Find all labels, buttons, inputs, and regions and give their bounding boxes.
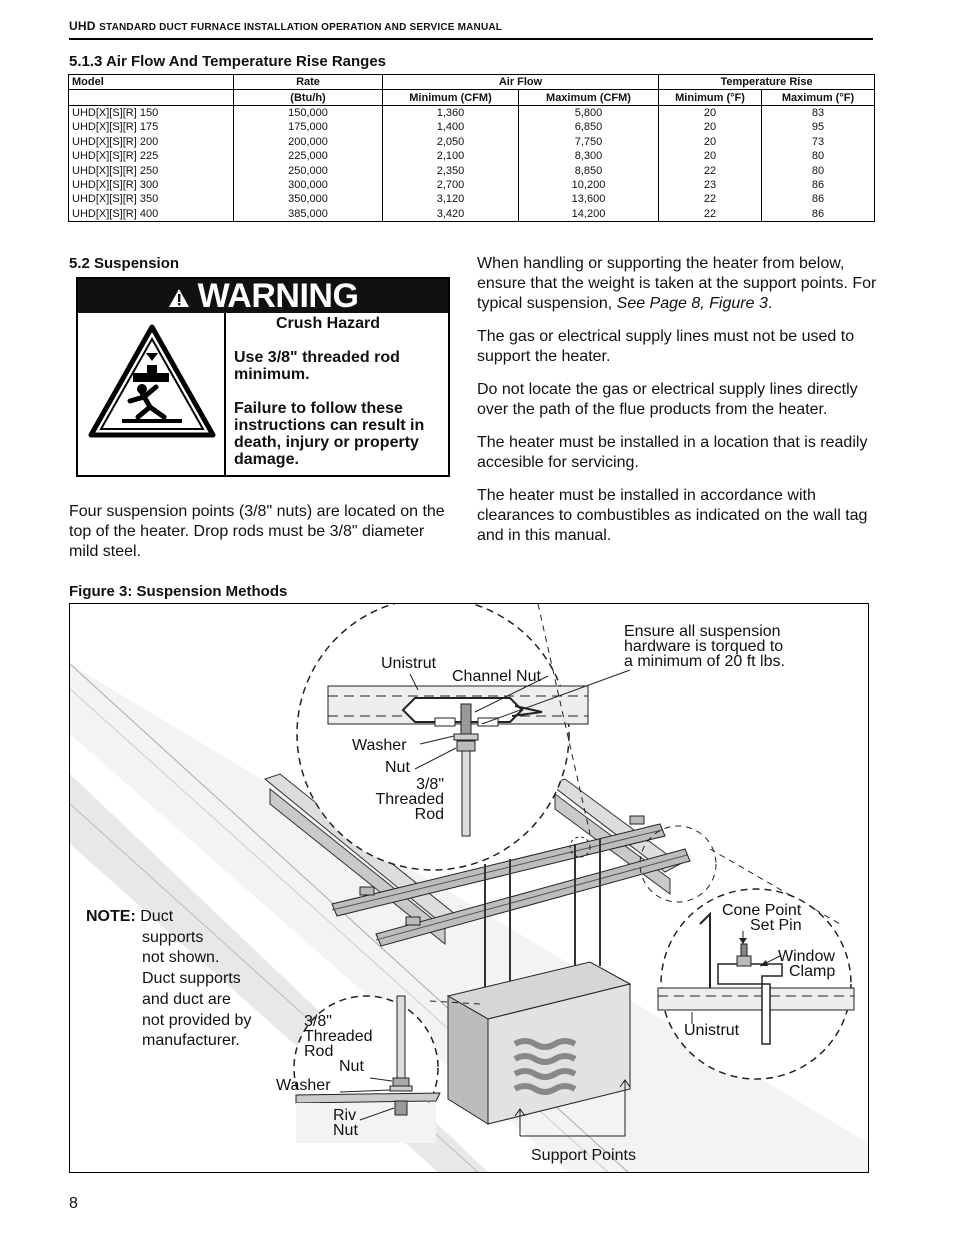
note-line-4: and duct are bbox=[142, 990, 231, 1008]
note-line-0: Duct bbox=[140, 908, 174, 925]
section-513-title: 5.1.3 Air Flow And Temperature Rise Ranges bbox=[69, 53, 387, 70]
torque-note bbox=[624, 624, 785, 669]
label-rod-bottom-2: Threaded bbox=[304, 1028, 373, 1045]
running-header bbox=[69, 19, 502, 33]
col-btuh: (Btu/h) bbox=[234, 90, 383, 105]
header-title: STANDARD DUCT FURNACE INSTALLATION OPERATION AND SERVICE MANUAL bbox=[99, 22, 503, 33]
torque-note-line2: hardware is torqued to bbox=[624, 638, 784, 655]
note-line-2: not shown. bbox=[142, 949, 220, 967]
label-rod-top-3: Rod bbox=[414, 806, 444, 823]
table-cell: 83 bbox=[762, 105, 875, 120]
table-group-header-row bbox=[69, 75, 875, 90]
torque-note-line1: Ensure all suspension bbox=[624, 623, 781, 640]
right-para-5: The heater must be installed in accordance with clearances to combustibles as indicated on the wall tag and in this manual. bbox=[477, 487, 868, 544]
table-cell: 200,000 bbox=[234, 135, 383, 149]
table-cell: 20 bbox=[659, 105, 762, 120]
label-rod-top-1: 3/8" bbox=[416, 776, 444, 793]
label-riv-nut-1: Riv bbox=[333, 1107, 357, 1124]
table-cell: 7,750 bbox=[519, 135, 659, 149]
col-temp-rise: Temperature Rise bbox=[659, 75, 875, 90]
table-cell: 80 bbox=[762, 149, 875, 163]
warning-line2: Failure to follow these instructions can result in death, injury or property damage. bbox=[234, 400, 425, 468]
suspension-illustration bbox=[70, 604, 869, 1173]
table-cell: 2,050 bbox=[383, 135, 519, 149]
table-cell: 350,000 bbox=[234, 192, 383, 206]
table-cell: 20 bbox=[659, 135, 762, 149]
warning-banner bbox=[78, 279, 448, 313]
table-cell: 2,100 bbox=[383, 149, 519, 163]
label-cone-point-1: Cone Point bbox=[722, 902, 802, 919]
note-line-1: supports bbox=[142, 928, 204, 946]
right-para-4: The heater must be installed in a location that is readily accesible for servicing. bbox=[477, 434, 868, 471]
table-row bbox=[69, 120, 875, 134]
col-min-f: Minimum (°F) bbox=[659, 90, 762, 105]
label-window-clamp bbox=[778, 949, 835, 979]
table-cell: 95 bbox=[762, 120, 875, 134]
col-min-cfm: Minimum (CFM) bbox=[383, 90, 519, 105]
label-cone-point-2: Set Pin bbox=[750, 917, 802, 934]
table-cell: 86 bbox=[762, 192, 875, 206]
label-riv-nut-2: Nut bbox=[333, 1122, 358, 1139]
table-cell: 22 bbox=[659, 192, 762, 206]
table-row bbox=[69, 207, 875, 222]
table-row bbox=[69, 105, 875, 120]
torque-note-line3: a minimum of 20 ft lbs. bbox=[624, 653, 785, 670]
table-cell: 22 bbox=[659, 207, 762, 222]
table-cell: 2,700 bbox=[383, 178, 519, 192]
label-cone-point bbox=[722, 903, 802, 933]
table-cell: 20 bbox=[659, 120, 762, 134]
col-airflow: Air Flow bbox=[383, 75, 659, 90]
label-rod-bottom-1: 3/8" bbox=[304, 1013, 332, 1030]
figure-reference: See Page 8, Figure 3 bbox=[616, 295, 768, 312]
table-cell: UHD[X][S][R] 350 bbox=[69, 192, 234, 206]
table-cell: 300,000 bbox=[234, 178, 383, 192]
note-line-3: Duct supports bbox=[142, 970, 241, 988]
col-model: Model bbox=[69, 75, 234, 90]
col-max-f: Maximum (°F) bbox=[762, 90, 875, 105]
note-bold: NOTE: bbox=[86, 908, 136, 925]
duct-note bbox=[86, 907, 251, 1052]
table-cell: 225,000 bbox=[234, 149, 383, 163]
right-para-3: Do not locate the gas or electrical supply lines directly over the path of the flue products from the heater. bbox=[477, 381, 858, 418]
table-cell: 8,300 bbox=[519, 149, 659, 163]
label-support-points: Support Points bbox=[531, 1147, 636, 1164]
page-number: 8 bbox=[69, 1195, 78, 1212]
label-nut-bottom: Nut bbox=[339, 1058, 364, 1075]
warning-banner-text: WARNING bbox=[197, 277, 359, 315]
table-cell: 8,850 bbox=[519, 163, 659, 177]
table-cell: 3,120 bbox=[383, 192, 519, 206]
right-para-1-end: . bbox=[767, 295, 773, 312]
table-cell: UHD[X][S][R] 175 bbox=[69, 120, 234, 134]
label-rod-bottom-3: Rod bbox=[304, 1043, 334, 1060]
table-cell: 73 bbox=[762, 135, 875, 149]
label-rod-bottom bbox=[304, 1014, 373, 1059]
crush-hazard-icon bbox=[86, 321, 218, 441]
table-cell: 23 bbox=[659, 178, 762, 192]
note-line-6: manufacturer. bbox=[142, 1032, 240, 1050]
warning-divider bbox=[224, 313, 226, 475]
table-cell: 80 bbox=[762, 163, 875, 177]
suspension-figure bbox=[69, 603, 869, 1173]
airflow-table bbox=[68, 74, 875, 222]
col-max-cfm: Maximum (CFM) bbox=[519, 90, 659, 105]
table-cell: 385,000 bbox=[234, 207, 383, 222]
table-cell: UHD[X][S][R] 200 bbox=[69, 135, 234, 149]
table-cell: 175,000 bbox=[234, 120, 383, 134]
label-channel-nut: Channel Nut bbox=[452, 668, 541, 685]
table-row bbox=[69, 178, 875, 192]
right-para-1-text: When handling or supporting the heater from below, ensure that the weight is taken at the support points. For typical suspension, bbox=[477, 255, 877, 312]
table-row bbox=[69, 163, 875, 177]
table-cell: 22 bbox=[659, 163, 762, 177]
table-row bbox=[69, 192, 875, 206]
label-washer-bottom: Washer bbox=[276, 1077, 331, 1094]
table-cell: 1,400 bbox=[383, 120, 519, 134]
figure-caption: Figure 3: Suspension Methods bbox=[69, 583, 288, 600]
suspension-paragraph: Four suspension points (3/8" nuts) are located on the top of the heater. Drop rods must be 3/8" diameter mild steel. bbox=[69, 503, 445, 560]
warning-hazard: Crush Hazard bbox=[275, 315, 381, 332]
table-cell: 250,000 bbox=[234, 163, 383, 177]
table-row bbox=[69, 149, 875, 163]
table-cell: 14,200 bbox=[519, 207, 659, 222]
label-unistrut-right: Unistrut bbox=[684, 1022, 740, 1039]
label-riv-nut bbox=[333, 1108, 358, 1138]
right-para-2: The gas or electrical supply lines must not be used to support the heater. bbox=[477, 328, 855, 365]
table-cell: 86 bbox=[762, 178, 875, 192]
table-cell: 1,360 bbox=[383, 105, 519, 120]
label-unistrut-top: Unistrut bbox=[381, 655, 437, 672]
header-uhd: UHD bbox=[69, 19, 96, 33]
table-cell: UHD[X][S][R] 400 bbox=[69, 207, 234, 222]
label-washer-top: Washer bbox=[352, 737, 407, 754]
note-line-5: not provided by bbox=[142, 1011, 252, 1029]
label-rod-top-2: Threaded bbox=[375, 791, 444, 808]
table-cell: 5,800 bbox=[519, 105, 659, 120]
warning-line1: Use 3/8" threaded rod minimum. bbox=[234, 349, 400, 383]
table-sub-header-row bbox=[69, 90, 875, 105]
table-cell: 20 bbox=[659, 149, 762, 163]
table-cell: UHD[X][S][R] 250 bbox=[69, 163, 234, 177]
right-para-1 bbox=[477, 254, 877, 314]
table-cell: UHD[X][S][R] 150 bbox=[69, 105, 234, 120]
table-cell: 150,000 bbox=[234, 105, 383, 120]
table-cell: 86 bbox=[762, 207, 875, 222]
header-rule bbox=[69, 38, 873, 40]
label-window-clamp-2: Clamp bbox=[789, 963, 836, 980]
table-cell: 13,600 bbox=[519, 192, 659, 206]
warning-text bbox=[234, 315, 444, 468]
section-52-title: 5.2 Suspension bbox=[69, 255, 180, 272]
label-nut-top: Nut bbox=[385, 759, 410, 776]
table-row bbox=[69, 135, 875, 149]
col-rate: Rate bbox=[234, 75, 383, 90]
right-column bbox=[477, 254, 877, 546]
table-cell: 6,850 bbox=[519, 120, 659, 134]
table-cell: UHD[X][S][R] 300 bbox=[69, 178, 234, 192]
table-cell: 10,200 bbox=[519, 178, 659, 192]
warning-triangle-icon bbox=[168, 288, 190, 308]
label-rod-top bbox=[370, 777, 444, 822]
table-cell: UHD[X][S][R] 225 bbox=[69, 149, 234, 163]
table-cell: 2,350 bbox=[383, 163, 519, 177]
label-window-clamp-1: Window bbox=[778, 948, 835, 965]
col-empty bbox=[69, 90, 234, 105]
warning-box bbox=[76, 277, 450, 477]
table-cell: 3,420 bbox=[383, 207, 519, 222]
